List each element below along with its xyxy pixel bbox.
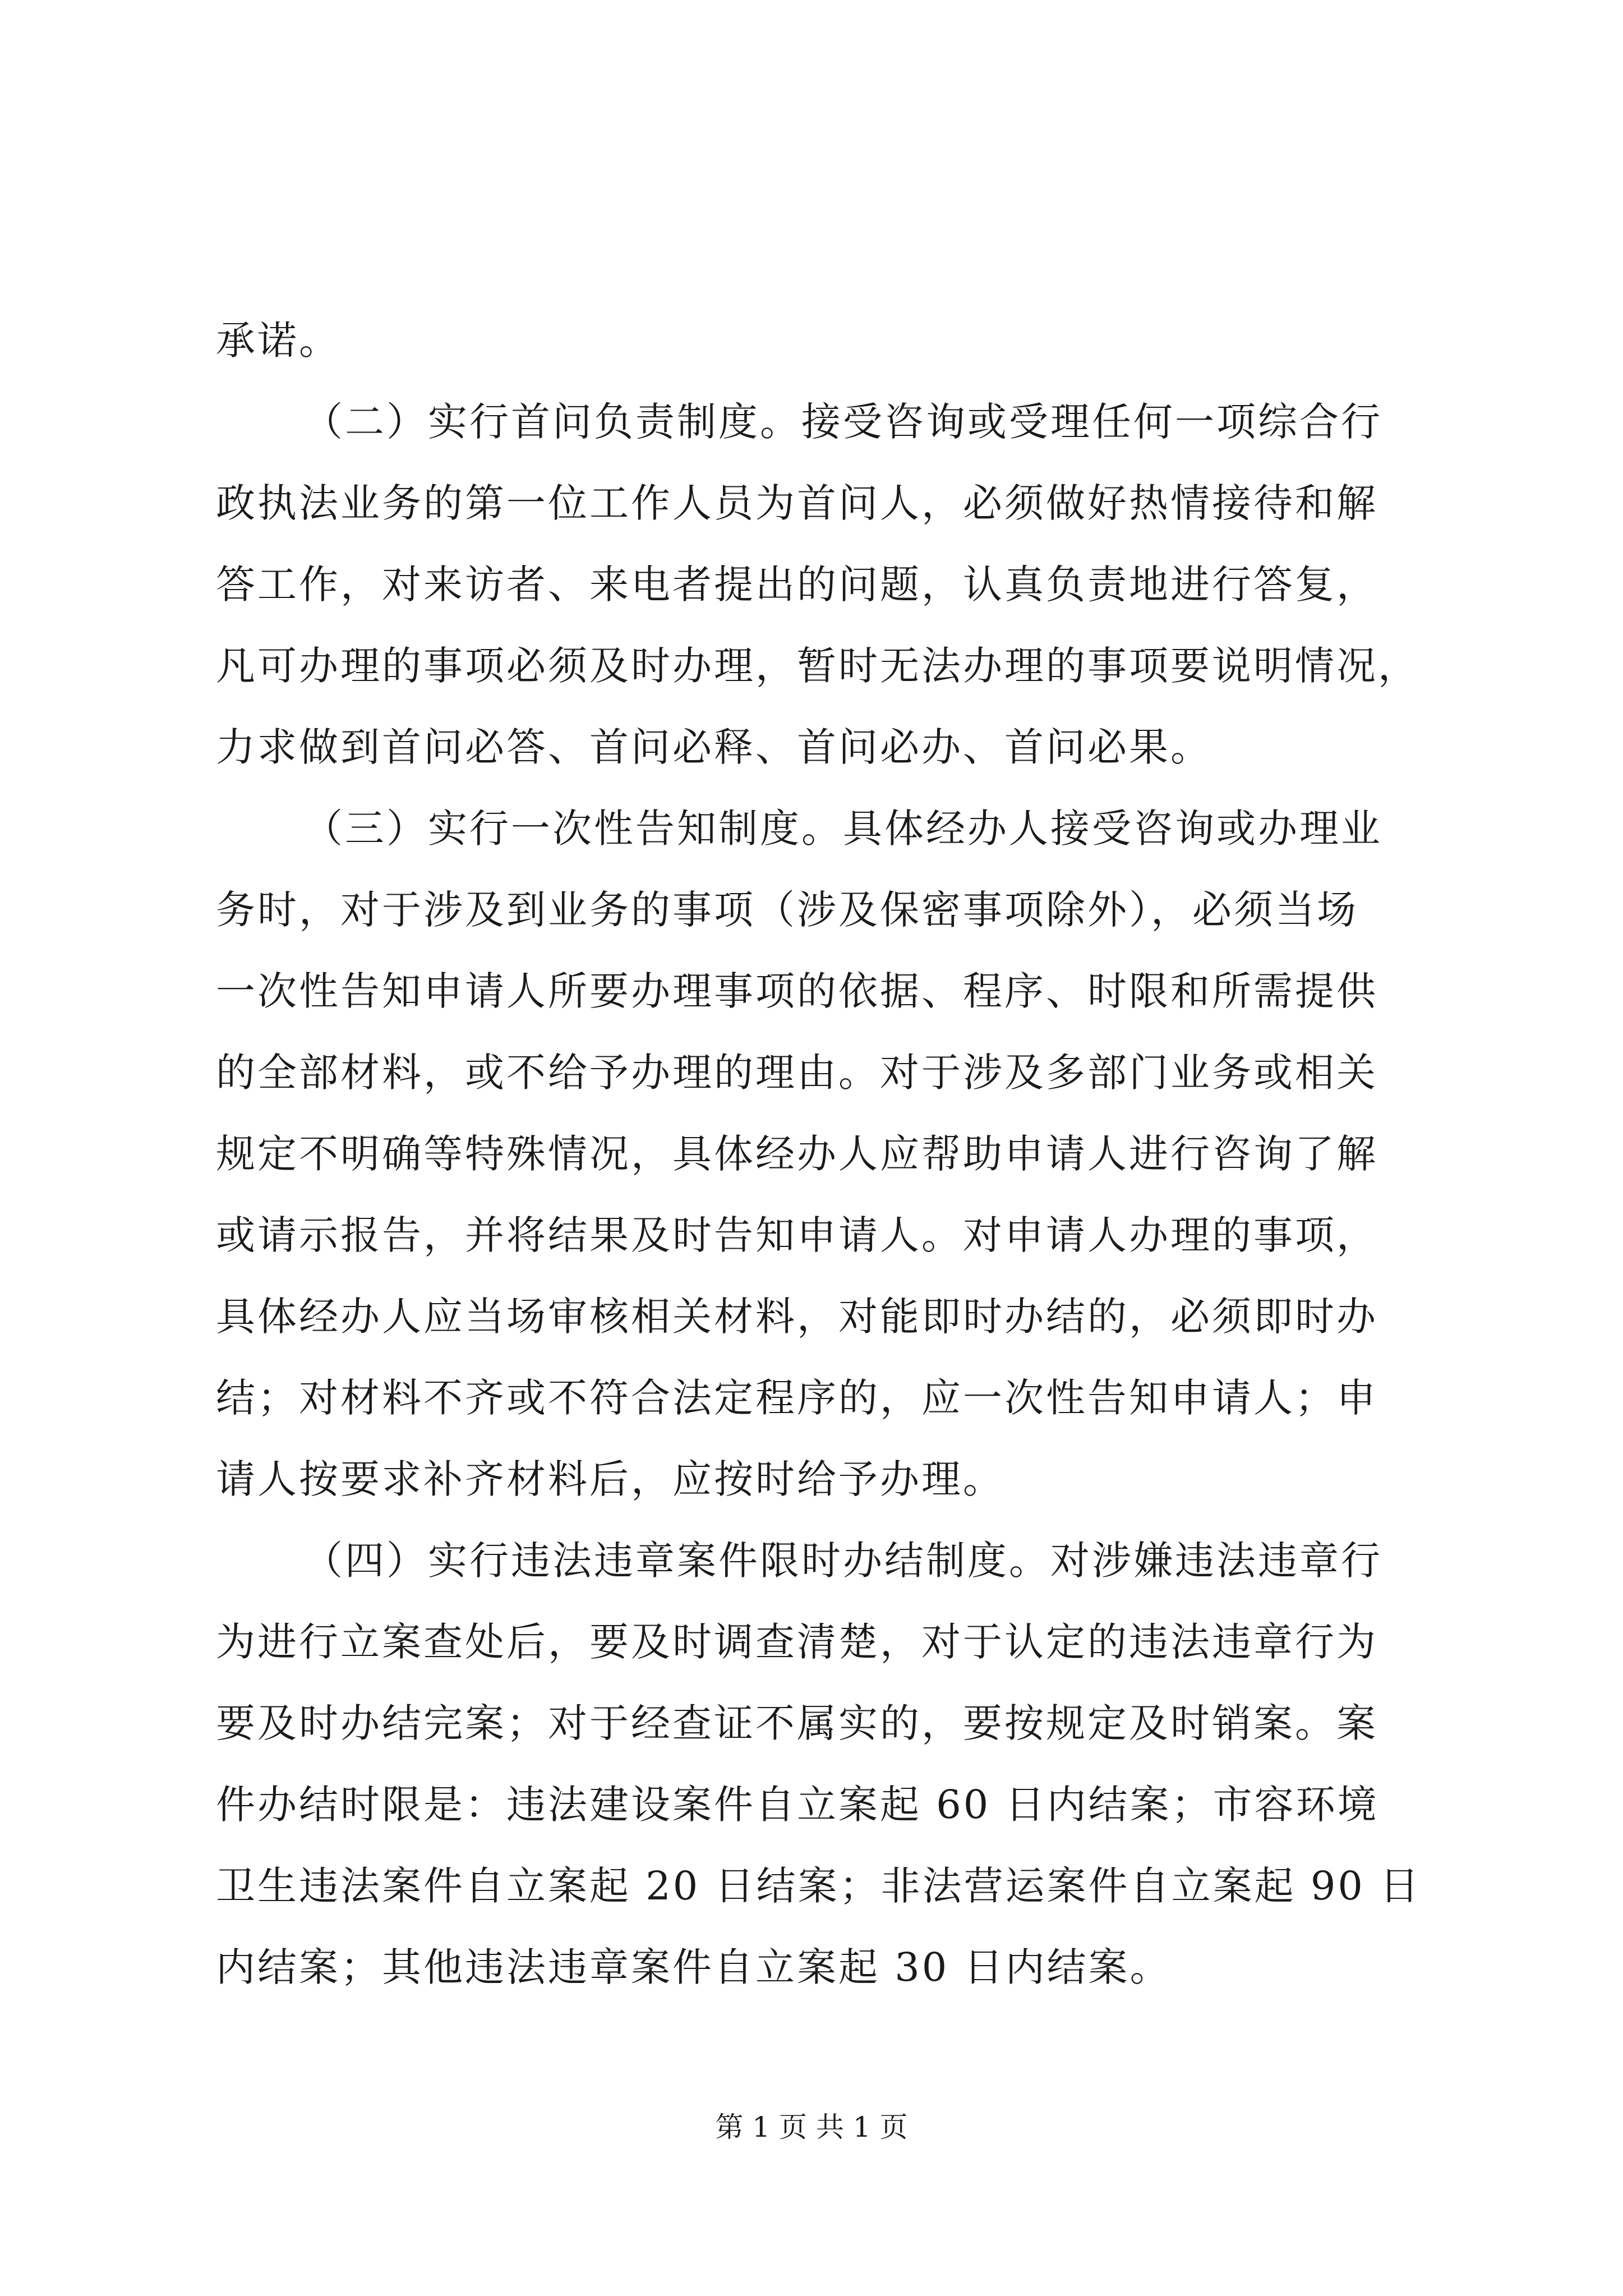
paragraph-line: 请人按要求补齐材料后，应按时给予办理。: [216, 1456, 1004, 1502]
paragraph-line: 凡可办理的事项必须及时办理，暂时无法办理的事项要说明情况，: [216, 643, 1419, 689]
paragraph-line: （四）实行违法违章案件限时办结制度。对涉嫌违法违章行: [303, 1538, 1382, 1584]
paragraph-line: 具体经办人应当场审核相关材料，对能即时办结的，必须即时办: [216, 1294, 1378, 1340]
paragraph-line: 的全部材料，或不给予办理的理由。对于涉及多部门业务或相关: [216, 1050, 1378, 1096]
paragraph-line: 内结案；其他违法违章案件自立案起 30 日内结案。: [216, 1944, 1172, 1990]
page-footer: 第 1 页 共 1 页: [715, 2111, 908, 2143]
paragraph-line: 承诺。: [216, 318, 340, 364]
paragraph-line: 卫生违法案件自立案起 20 日结案；非法营运案件自立案起 90 日: [216, 1863, 1422, 1909]
paragraph-line: 要及时办结完案；对于经查证不属实的，要按规定及时销案。案: [216, 1700, 1378, 1746]
paragraph-line: （三）实行一次性告知制度。具体经办人接受咨询或办理业: [303, 806, 1382, 852]
paragraph-line: 或请示报告，并将结果及时告知申请人。对申请人办理的事项，: [216, 1212, 1378, 1258]
paragraph-line: 件办结时限是：违法建设案件自立案起 60 日内结案；市容环境: [216, 1782, 1379, 1828]
paragraph-line: 一次性告知申请人所要办理事项的依据、程序、时限和所需提供: [216, 968, 1378, 1014]
document-body: [216, 300, 1450, 2008]
paragraph-line: 务时，对于涉及到业务的事项（涉及保密事项除外），必须当场: [216, 887, 1358, 933]
paragraph-line: 结；对材料不齐或不符合法定程序的，应一次性告知申请人；申: [216, 1375, 1378, 1421]
paragraph-line: 为进行立案查处后，要及时调查清楚，对于认定的违法违章行为: [216, 1619, 1378, 1665]
paragraph-line: （二）实行首问负责制度。接受咨询或受理任何一项综合行: [303, 399, 1382, 445]
paragraph-line: 答工作，对来访者、来电者提出的问题，认真负责地进行答复，: [216, 562, 1378, 608]
paragraph-line: 规定不明确等特殊情况，具体经办人应帮助申请人进行咨询了解: [216, 1131, 1378, 1177]
paragraph-line: 政执法业务的第一位工作人员为首问人，必须做好热情接待和解: [216, 480, 1378, 526]
paragraph-line: 力求做到首问必答、首问必释、首问必办、首问必果。: [216, 724, 1212, 770]
